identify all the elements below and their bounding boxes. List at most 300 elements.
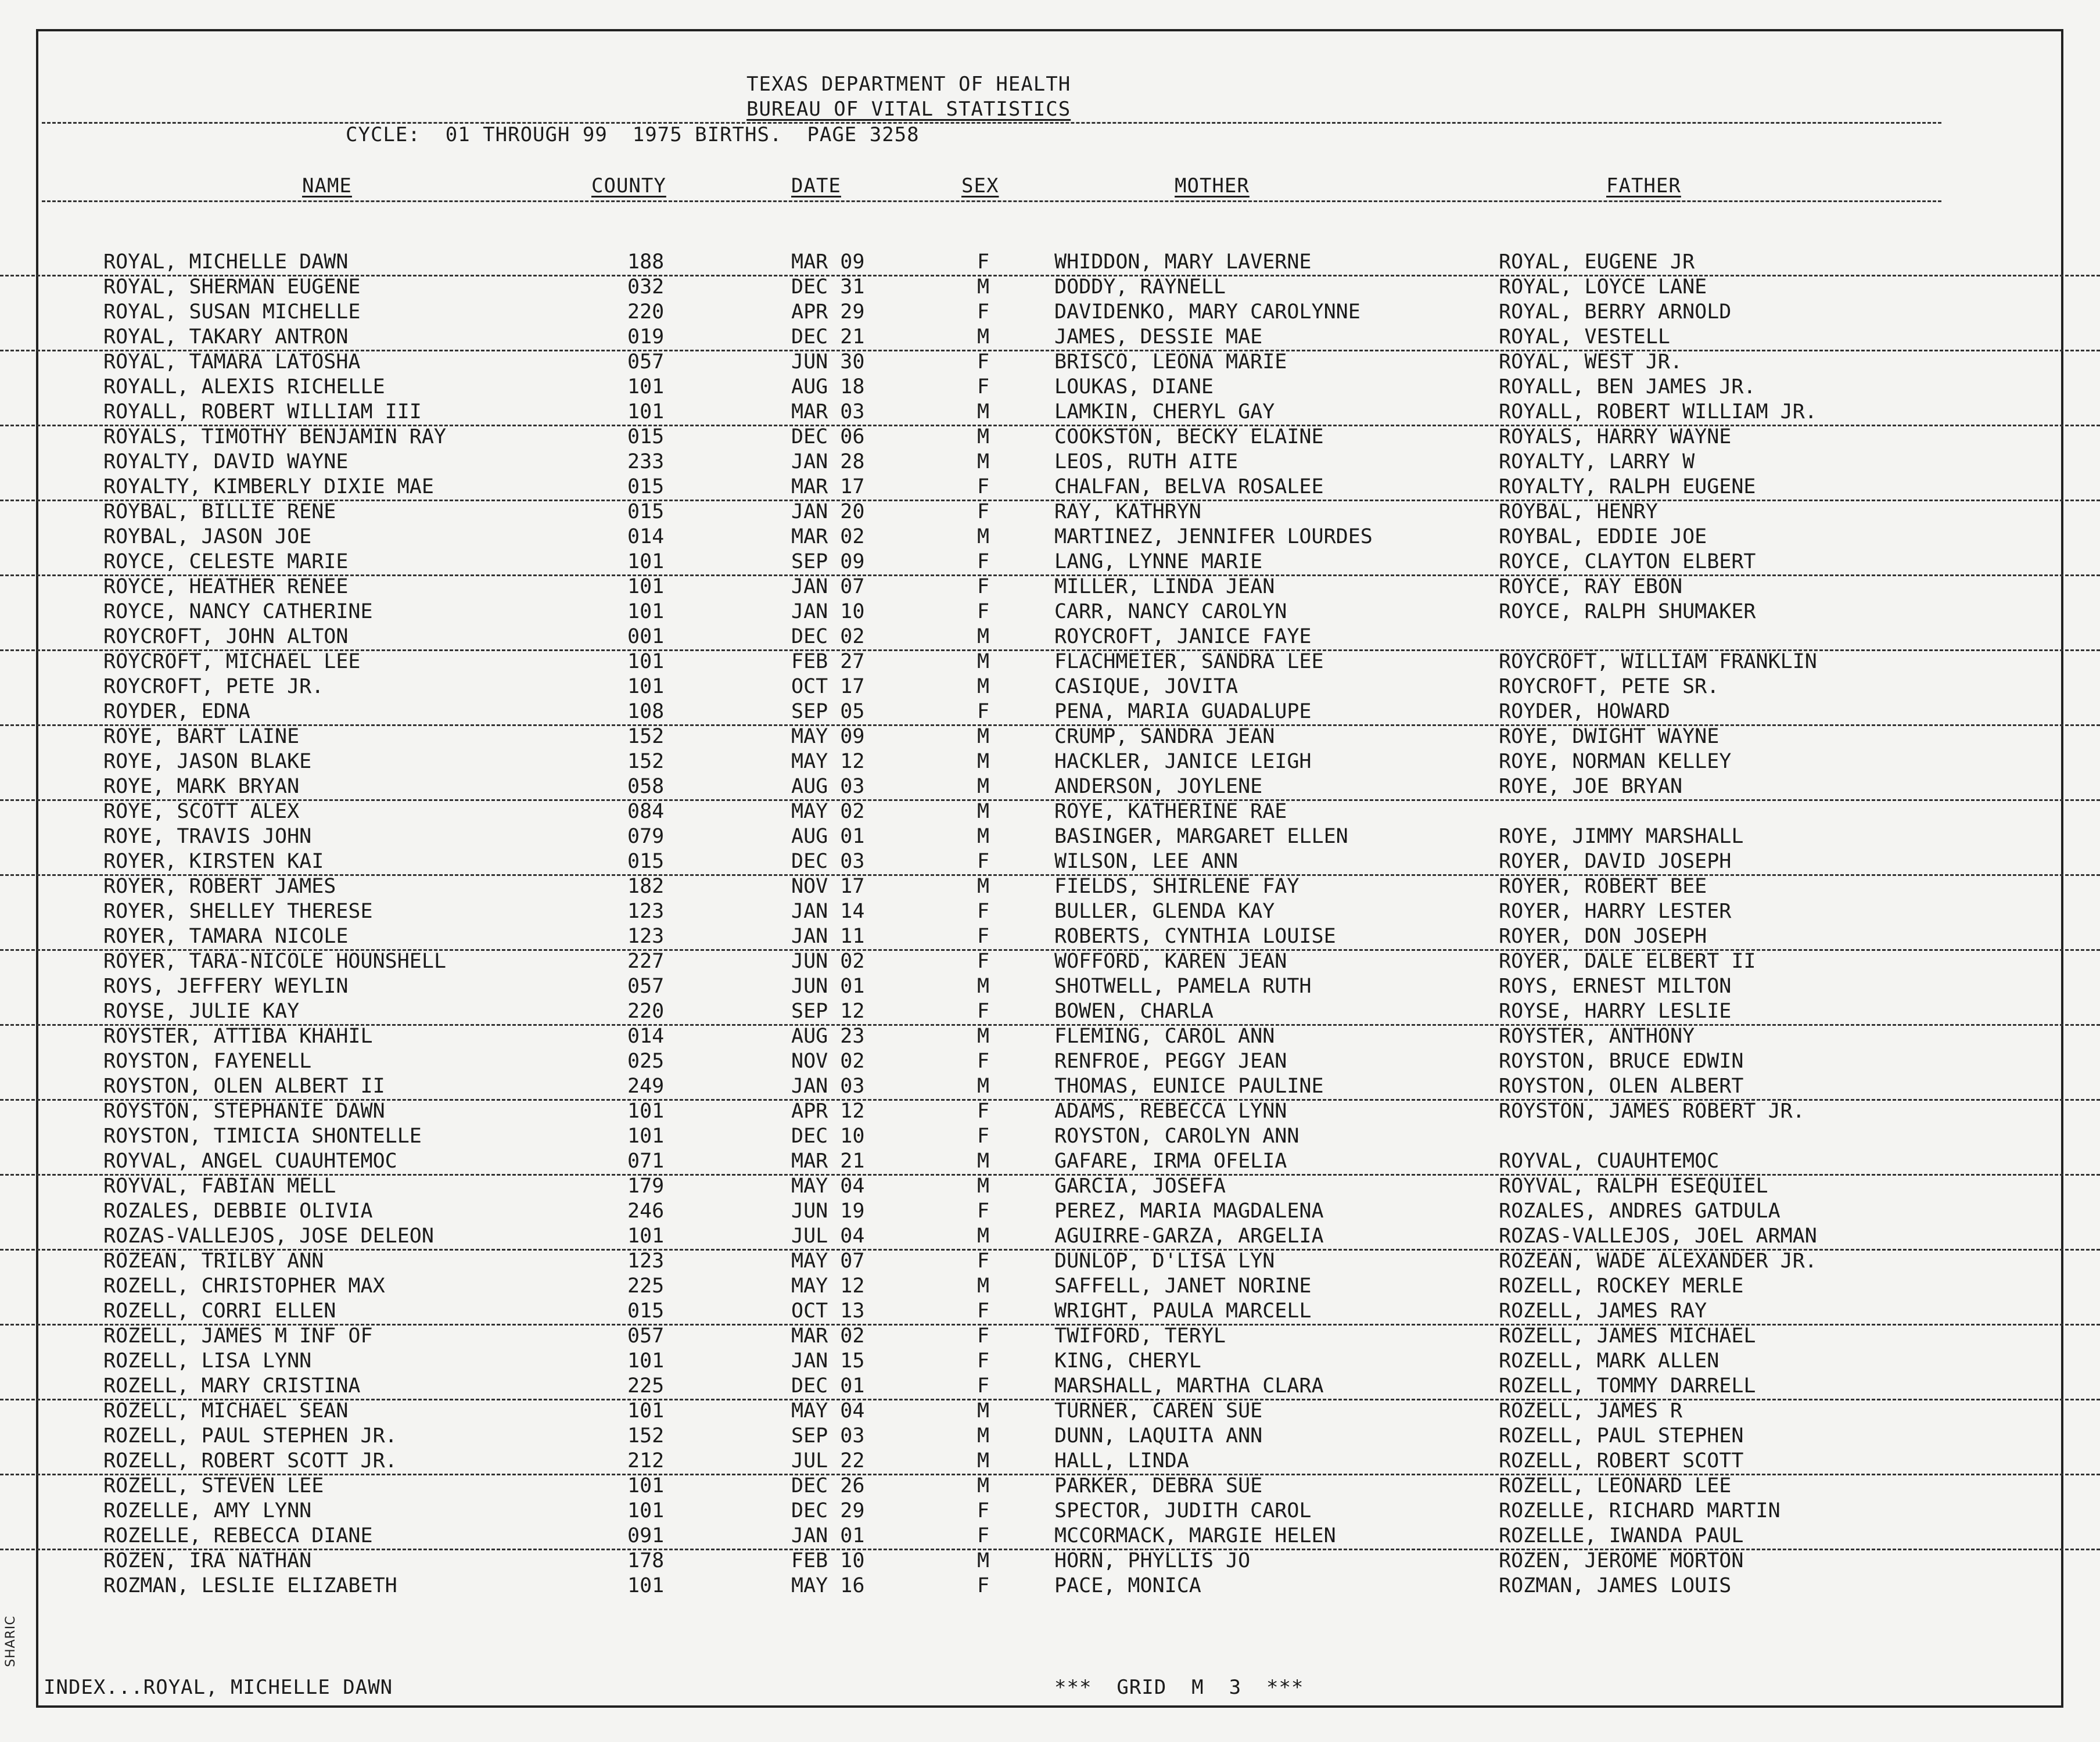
- index-footer: INDEX...ROYAL, MICHELLE DAWN: [44, 1676, 393, 1699]
- record-name: ROYALTY, KIMBERLY DIXIE MAE: [103, 475, 434, 498]
- record-county: 101: [627, 400, 665, 423]
- record-date: FEB 27: [791, 650, 865, 673]
- record-row: [0, 1174, 2100, 1199]
- record-county: 101: [627, 675, 665, 698]
- record-father: ROYE, DWIGHT WAYNE: [1499, 725, 1720, 748]
- record-date: JAN 03: [791, 1075, 865, 1098]
- record-father: ROZELL, JAMES MICHAEL: [1499, 1324, 1756, 1348]
- column-date: DATE: [791, 174, 841, 197]
- record-mother: FIELDS, SHIRLENE FAY: [1054, 875, 1300, 898]
- record-date: APR 12: [791, 1100, 865, 1123]
- record-sex: F: [977, 375, 990, 398]
- record-father: ROZALES, ANDRES GATDULA: [1499, 1199, 1780, 1223]
- record-sex: F: [977, 1324, 990, 1348]
- record-mother: HORN, PHYLLIS JO: [1054, 1549, 1251, 1572]
- record-county: 101: [627, 550, 665, 573]
- record-county: 101: [627, 575, 665, 598]
- record-father: ROZELL, TOMMY DARRELL: [1499, 1374, 1756, 1398]
- record-date: DEC 31: [791, 275, 865, 299]
- record-row: [0, 350, 2100, 375]
- record-mother: CASIQUE, JOVITA: [1054, 675, 1239, 698]
- record-county: 123: [627, 925, 665, 948]
- record-county: 014: [627, 1025, 665, 1048]
- record-father: ROZELL, PAUL STEPHEN: [1499, 1424, 1744, 1448]
- record-sex: F: [977, 250, 990, 274]
- record-sex: F: [977, 1249, 990, 1273]
- record-mother: GARCIA, JOSEFA: [1054, 1174, 1226, 1198]
- record-county: 057: [627, 975, 665, 998]
- record-sex: M: [977, 1224, 990, 1248]
- record-name: ROYER, TARA-NICOLE HOUNSHELL: [103, 950, 447, 973]
- record-date: DEC 29: [791, 1499, 865, 1522]
- record-sex: M: [977, 1474, 990, 1497]
- record-father: ROYS, ERNEST MILTON: [1499, 975, 1732, 998]
- record-county: 101: [627, 375, 665, 398]
- record-mother: HALL, LINDA: [1054, 1449, 1189, 1472]
- record-name: ROYALL, ROBERT WILLIAM III: [103, 400, 422, 423]
- record-county: 152: [627, 750, 665, 773]
- record-sex: M: [977, 675, 990, 698]
- record-father: ROYER, DALE ELBERT II: [1499, 950, 1756, 973]
- record-date: APR 29: [791, 300, 865, 324]
- record-row: [0, 1349, 2100, 1374]
- cycle-line: CYCLE: 01 THROUGH 99 1975 BIRTHS. PAGE 3258: [346, 123, 920, 146]
- record-mother: COOKSTON, BECKY ELAINE: [1054, 425, 1324, 448]
- record-sex: M: [977, 1174, 990, 1198]
- record-date: AUG 18: [791, 375, 865, 398]
- column-name: NAME: [302, 174, 352, 197]
- record-name: ROZELL, JAMES M INF OF: [103, 1324, 373, 1348]
- record-name: ROYS, JEFFERY WEYLIN: [103, 975, 349, 998]
- record-sex: F: [977, 950, 990, 973]
- record-sex: M: [977, 325, 990, 349]
- record-row: [0, 749, 2100, 774]
- record-father: ROYAL, BERRY ARNOLD: [1499, 300, 1732, 324]
- record-row: [0, 1474, 2100, 1499]
- record-father: ROYER, DAVID JOSEPH: [1499, 850, 1732, 873]
- record-name: ROYCROFT, MICHAEL LEE: [103, 650, 361, 673]
- record-mother: SHOTWELL, PAMELA RUTH: [1054, 975, 1312, 998]
- bureau-title: BUREAU OF VITAL STATISTICS: [746, 98, 1071, 121]
- record-mother: DODDY, RAYNELL: [1054, 275, 1226, 299]
- record-father: ROYER, HARRY LESTER: [1499, 900, 1732, 923]
- record-date: MAY 04: [791, 1399, 865, 1423]
- record-county: 225: [627, 1274, 665, 1298]
- record-father: ROYBAL, HENRY: [1499, 500, 1658, 523]
- record-sex: F: [977, 300, 990, 324]
- record-name: ROYSE, JULIE KAY: [103, 1000, 300, 1023]
- record-name: ROYVAL, FABIAN MELL: [103, 1174, 336, 1198]
- record-father: ROYALL, ROBERT WILLIAM JR.: [1499, 400, 1817, 423]
- record-date: MAR 02: [791, 1324, 865, 1348]
- record-date: DEC 21: [791, 325, 865, 349]
- record-sex: M: [977, 1399, 990, 1423]
- record-sex: F: [977, 350, 990, 373]
- record-sex: F: [977, 925, 990, 948]
- record-sex: F: [977, 700, 990, 723]
- record-sex: M: [977, 1549, 990, 1572]
- record-row: [0, 1099, 2100, 1124]
- record-father: ROYSTON, JAMES ROBERT JR.: [1499, 1100, 1805, 1123]
- record-sex: M: [977, 450, 990, 473]
- record-father: ROYE, JOE BRYAN: [1499, 775, 1683, 798]
- record-date: JAN 01: [791, 1524, 865, 1547]
- record-row: [0, 1499, 2100, 1524]
- record-mother: PEREZ, MARIA MAGDALENA: [1054, 1199, 1324, 1223]
- record-father: ROYE, JIMMY MARSHALL: [1499, 825, 1744, 848]
- record-row: [0, 1449, 2100, 1475]
- record-county: 152: [627, 725, 665, 748]
- record-date: DEC 06: [791, 425, 865, 448]
- record-father: ROZEN, JEROME MORTON: [1499, 1549, 1744, 1572]
- record-date: JUL 22: [791, 1449, 865, 1472]
- record-date: NOV 02: [791, 1050, 865, 1073]
- record-row: [0, 450, 2100, 475]
- record-row: [0, 500, 2100, 525]
- record-mother: BRISCO, LEONA MARIE: [1054, 350, 1287, 373]
- record-name: ROYCE, CELESTE MARIE: [103, 550, 349, 573]
- record-mother: JAMES, DESSIE MAE: [1054, 325, 1263, 349]
- record-father: ROZELL, JAMES R: [1499, 1399, 1683, 1423]
- record-county: 001: [627, 625, 665, 648]
- record-father: ROZEAN, WADE ALEXANDER JR.: [1499, 1249, 1817, 1273]
- record-mother: RAY, KATHRYN: [1054, 500, 1201, 523]
- record-father: ROYAL, WEST JR.: [1499, 350, 1683, 373]
- record-name: ROZELL, STEVEN LEE: [103, 1474, 324, 1497]
- record-county: 179: [627, 1174, 665, 1198]
- record-date: DEC 02: [791, 625, 865, 648]
- record-sex: M: [977, 750, 990, 773]
- record-sex: M: [977, 775, 990, 798]
- record-row: [0, 674, 2100, 699]
- record-date: JAN 14: [791, 900, 865, 923]
- record-county: 246: [627, 1199, 665, 1223]
- record-name: ROYALTY, DAVID WAYNE: [103, 450, 349, 473]
- record-father: ROZMAN, JAMES LOUIS: [1499, 1574, 1732, 1597]
- agency-title: TEXAS DEPARTMENT OF HEALTH: [746, 73, 1071, 96]
- record-row: [0, 1424, 2100, 1449]
- record-date: MAR 02: [791, 525, 865, 548]
- record-sex: F: [977, 500, 990, 523]
- record-mother: BOWEN, CHARLA: [1054, 1000, 1214, 1023]
- record-date: SEP 03: [791, 1424, 865, 1448]
- record-name: ROZELLE, AMY LYNN: [103, 1499, 312, 1522]
- record-date: OCT 17: [791, 675, 865, 698]
- record-mother: ROYE, KATHERINE RAE: [1054, 800, 1287, 823]
- record-county: 101: [627, 1574, 665, 1597]
- record-county: 101: [627, 1224, 665, 1248]
- record-father: ROYSTON, BRUCE EDWIN: [1499, 1050, 1744, 1073]
- record-father: ROYVAL, RALPH ESEQUIEL: [1499, 1174, 1768, 1198]
- record-father: ROYBAL, EDDIE JOE: [1499, 525, 1707, 548]
- record-father: ROYALS, HARRY WAYNE: [1499, 425, 1732, 448]
- record-county: 178: [627, 1549, 665, 1572]
- record-row: [0, 1574, 2100, 1599]
- record-father: ROYAL, LOYCE LANE: [1499, 275, 1707, 299]
- record-sex: F: [977, 1125, 990, 1148]
- record-county: 025: [627, 1050, 665, 1073]
- record-sex: F: [977, 1374, 990, 1398]
- record-row: [0, 1399, 2100, 1424]
- record-mother: ROBERTS, CYNTHIA LOUISE: [1054, 925, 1336, 948]
- record-county: 101: [627, 600, 665, 623]
- column-sex: SEX: [961, 174, 999, 197]
- record-row: [0, 949, 2100, 974]
- record-date: AUG 23: [791, 1025, 865, 1048]
- record-row: [0, 774, 2100, 801]
- record-mother: THOMAS, EUNICE PAULINE: [1054, 1075, 1324, 1098]
- record-date: MAR 03: [791, 400, 865, 423]
- record-mother: ROYSTON, CAROLYN ANN: [1054, 1125, 1300, 1148]
- record-date: JAN 11: [791, 925, 865, 948]
- record-row: [0, 250, 2100, 276]
- record-date: JAN 15: [791, 1349, 865, 1373]
- record-mother: KING, CHERYL: [1054, 1349, 1201, 1373]
- record-mother: GAFARE, IRMA OFELIA: [1054, 1150, 1287, 1173]
- record-date: JUN 30: [791, 350, 865, 373]
- record-county: 227: [627, 950, 665, 973]
- record-date: MAR 17: [791, 475, 865, 498]
- record-mother: MARTINEZ, JENNIFER LOURDES: [1054, 525, 1373, 548]
- record-county: 015: [627, 475, 665, 498]
- record-sex: M: [977, 1075, 990, 1098]
- record-mother: SAFFELL, JANET NORINE: [1054, 1274, 1312, 1298]
- record-date: MAY 12: [791, 750, 865, 773]
- record-father: ROYVAL, CUAUHTEMOC: [1499, 1150, 1720, 1173]
- record-row: [0, 649, 2100, 674]
- record-mother: DUNN, LAQUITA ANN: [1054, 1424, 1263, 1448]
- record-sex: M: [977, 1424, 990, 1448]
- record-father: ROZAS-VALLEJOS, JOEL ARMAN: [1499, 1224, 1817, 1248]
- record-mother: DAVIDENKO, MARY CAROLYNNE: [1054, 300, 1360, 324]
- record-name: ROYE, SCOTT ALEX: [103, 800, 300, 823]
- column-county: COUNTY: [591, 174, 666, 197]
- record-row: [0, 549, 2100, 576]
- record-county: 091: [627, 1524, 665, 1547]
- record-name: ROYALL, ALEXIS RICHELLE: [103, 375, 385, 398]
- record-sex: M: [977, 725, 990, 748]
- record-date: SEP 12: [791, 1000, 865, 1023]
- record-county: 084: [627, 800, 665, 823]
- record-sex: F: [977, 575, 990, 598]
- record-date: JUN 19: [791, 1199, 865, 1223]
- record-county: 015: [627, 425, 665, 448]
- record-father: ROYER, DON JOSEPH: [1499, 925, 1707, 948]
- record-father: ROZELL, LEONARD LEE: [1499, 1474, 1732, 1497]
- record-name: ROYAL, SHERMAN EUGENE: [103, 275, 361, 299]
- record-county: 220: [627, 1000, 665, 1023]
- record-name: ROZELL, LISA LYNN: [103, 1349, 312, 1373]
- record-father: ROZELLE, IWANDA PAUL: [1499, 1524, 1744, 1547]
- record-mother: LOUKAS, DIANE: [1054, 375, 1214, 398]
- record-sex: F: [977, 1000, 990, 1023]
- record-mother: CARR, NANCY CAROLYN: [1054, 600, 1287, 623]
- record-row: [0, 799, 2100, 824]
- record-county: 015: [627, 850, 665, 873]
- column-header-rule: [42, 200, 1941, 202]
- record-name: ROYAL, SUSAN MICHELLE: [103, 300, 361, 324]
- record-name: ROYBAL, BILLIE RENE: [103, 500, 336, 523]
- record-name: ROZAS-VALLEJOS, JOSE DELEON: [103, 1224, 434, 1248]
- record-county: 212: [627, 1449, 665, 1472]
- record-row: [0, 899, 2100, 924]
- record-row: [0, 1299, 2100, 1326]
- column-father: FATHER: [1606, 174, 1681, 197]
- record-father: ROYSTER, ANTHONY: [1499, 1025, 1695, 1048]
- record-father: ROYCE, RALPH SHUMAKER: [1499, 600, 1756, 623]
- record-row: [0, 924, 2100, 951]
- record-name: ROZEAN, TRILBY ANN: [103, 1249, 324, 1273]
- record-mother: BASINGER, MARGARET ELLEN: [1054, 825, 1348, 848]
- record-name: ROYER, KIRSTEN KAI: [103, 850, 324, 873]
- record-mother: TWIFORD, TERYL: [1054, 1324, 1226, 1348]
- record-sex: M: [977, 650, 990, 673]
- record-row: [0, 325, 2100, 351]
- record-mother: SPECTOR, JUDITH CAROL: [1054, 1499, 1312, 1522]
- record-date: AUG 03: [791, 775, 865, 798]
- record-row: [0, 425, 2100, 450]
- record-row: [0, 874, 2100, 899]
- record-father: ROZELL, ROCKEY MERLE: [1499, 1274, 1744, 1298]
- record-row: [0, 300, 2100, 325]
- record-name: ROZEN, IRA NATHAN: [103, 1549, 312, 1572]
- record-mother: WHIDDON, MARY LAVERNE: [1054, 250, 1312, 274]
- record-mother: MARSHALL, MARTHA CLARA: [1054, 1374, 1324, 1398]
- record-row: [0, 1324, 2100, 1349]
- record-row: [0, 824, 2100, 849]
- record-date: MAY 04: [791, 1174, 865, 1198]
- record-date: DEC 01: [791, 1374, 865, 1398]
- record-mother: CRUMP, SANDRA JEAN: [1054, 725, 1275, 748]
- record-county: 108: [627, 700, 665, 723]
- record-county: 123: [627, 900, 665, 923]
- record-date: JAN 20: [791, 500, 865, 523]
- record-row: [0, 1249, 2100, 1274]
- record-county: 015: [627, 500, 665, 523]
- record-mother: WOFFORD, KAREN JEAN: [1054, 950, 1287, 973]
- record-name: ROYAL, TAMARA LATOSHA: [103, 350, 361, 373]
- record-mother: RENFROE, PEGGY JEAN: [1054, 1050, 1287, 1073]
- record-name: ROYAL, MICHELLE DAWN: [103, 250, 349, 274]
- record-father: ROZELLE, RICHARD MARTIN: [1499, 1499, 1780, 1522]
- column-mother: MOTHER: [1175, 174, 1250, 197]
- record-name: ROZMAN, LESLIE ELIZABETH: [103, 1574, 397, 1597]
- record-mother: FLACHMEIER, SANDRA LEE: [1054, 650, 1324, 673]
- record-father: ROYSE, HARRY LESLIE: [1499, 1000, 1732, 1023]
- record-mother: LEOS, RUTH AITE: [1054, 450, 1239, 473]
- record-mother: DUNLOP, D'LISA LYN: [1054, 1249, 1275, 1273]
- record-sex: F: [977, 475, 990, 498]
- side-label: SHARIC: [3, 1615, 18, 1667]
- record-sex: M: [977, 1150, 990, 1173]
- record-name: ROYSTON, FAYENELL: [103, 1050, 312, 1073]
- record-row: [0, 574, 2100, 599]
- record-row: [0, 1024, 2100, 1049]
- record-sex: F: [977, 550, 990, 573]
- record-date: MAR 09: [791, 250, 865, 274]
- record-date: JAN 28: [791, 450, 865, 473]
- record-father: ROZELL, JAMES RAY: [1499, 1299, 1707, 1323]
- record-sex: M: [977, 1449, 990, 1472]
- record-father: ROYCE, RAY EBON: [1499, 575, 1683, 598]
- record-name: ROZALES, DEBBIE OLIVIA: [103, 1199, 373, 1223]
- record-date: JUL 04: [791, 1224, 865, 1248]
- record-name: ROYSTON, OLEN ALBERT II: [103, 1075, 385, 1098]
- record-father: ROYAL, VESTELL: [1499, 325, 1671, 349]
- record-sex: F: [977, 1100, 990, 1123]
- record-date: DEC 03: [791, 850, 865, 873]
- record-sex: F: [977, 1499, 990, 1522]
- record-sex: F: [977, 900, 990, 923]
- record-mother: PARKER, DEBRA SUE: [1054, 1474, 1263, 1497]
- record-father: ROYALL, BEN JAMES JR.: [1499, 375, 1756, 398]
- record-mother: LAMKIN, CHERYL GAY: [1054, 400, 1275, 423]
- record-county: 015: [627, 1299, 665, 1323]
- grid-footer: *** GRID M 3 ***: [1054, 1676, 1304, 1699]
- record-name: ROYE, MARK BRYAN: [103, 775, 300, 798]
- record-father: ROYALTY, LARRY W: [1499, 450, 1695, 473]
- record-name: ROZELL, MARY CRISTINA: [103, 1374, 361, 1398]
- record-county: 057: [627, 350, 665, 373]
- record-name: ROYER, SHELLEY THERESE: [103, 900, 373, 923]
- record-name: ROYE, TRAVIS JOHN: [103, 825, 312, 848]
- record-mother: AGUIRRE-GARZA, ARGELIA: [1054, 1224, 1324, 1248]
- record-mother: WILSON, LEE ANN: [1054, 850, 1239, 873]
- record-sex: F: [977, 600, 990, 623]
- record-row: [0, 1374, 2100, 1400]
- record-date: JUN 02: [791, 950, 865, 973]
- record-row: [0, 1199, 2100, 1224]
- record-date: MAY 07: [791, 1249, 865, 1273]
- record-date: DEC 26: [791, 1474, 865, 1497]
- record-sex: F: [977, 1524, 990, 1547]
- record-mother: ADAMS, REBECCA LYNN: [1054, 1100, 1287, 1123]
- record-county: 249: [627, 1075, 665, 1098]
- record-row: [0, 699, 2100, 726]
- record-mother: LANG, LYNNE MARIE: [1054, 550, 1263, 573]
- record-sex: M: [977, 425, 990, 448]
- record-date: MAY 02: [791, 800, 865, 823]
- record-mother: CHALFAN, BELVA ROSALEE: [1054, 475, 1324, 498]
- record-county: 188: [627, 250, 665, 274]
- record-row: [0, 849, 2100, 876]
- record-name: ROZELL, CORRI ELLEN: [103, 1299, 336, 1323]
- record-name: ROYE, JASON BLAKE: [103, 750, 312, 773]
- record-county: 101: [627, 1349, 665, 1373]
- record-date: MAY 09: [791, 725, 865, 748]
- record-name: ROYCE, HEATHER RENEE: [103, 575, 349, 598]
- record-date: SEP 05: [791, 700, 865, 723]
- record-county: 071: [627, 1150, 665, 1173]
- record-sex: F: [977, 1050, 990, 1073]
- header-rule: [42, 122, 1941, 124]
- record-mother: FLEMING, CAROL ANN: [1054, 1025, 1275, 1048]
- record-sex: M: [977, 525, 990, 548]
- record-county: 058: [627, 775, 665, 798]
- record-county: 014: [627, 525, 665, 548]
- record-name: ROZELL, ROBERT SCOTT JR.: [103, 1449, 397, 1472]
- record-row: [0, 275, 2100, 300]
- record-row: [0, 375, 2100, 400]
- record-row: [0, 1074, 2100, 1101]
- record-county: 123: [627, 1249, 665, 1273]
- record-father: ROYAL, EUGENE JR: [1499, 250, 1695, 274]
- record-name: ROYER, TAMARA NICOLE: [103, 925, 349, 948]
- record-sex: F: [977, 1299, 990, 1323]
- record-county: 101: [627, 1125, 665, 1148]
- record-sex: M: [977, 625, 990, 648]
- record-name: ROYER, ROBERT JAMES: [103, 875, 336, 898]
